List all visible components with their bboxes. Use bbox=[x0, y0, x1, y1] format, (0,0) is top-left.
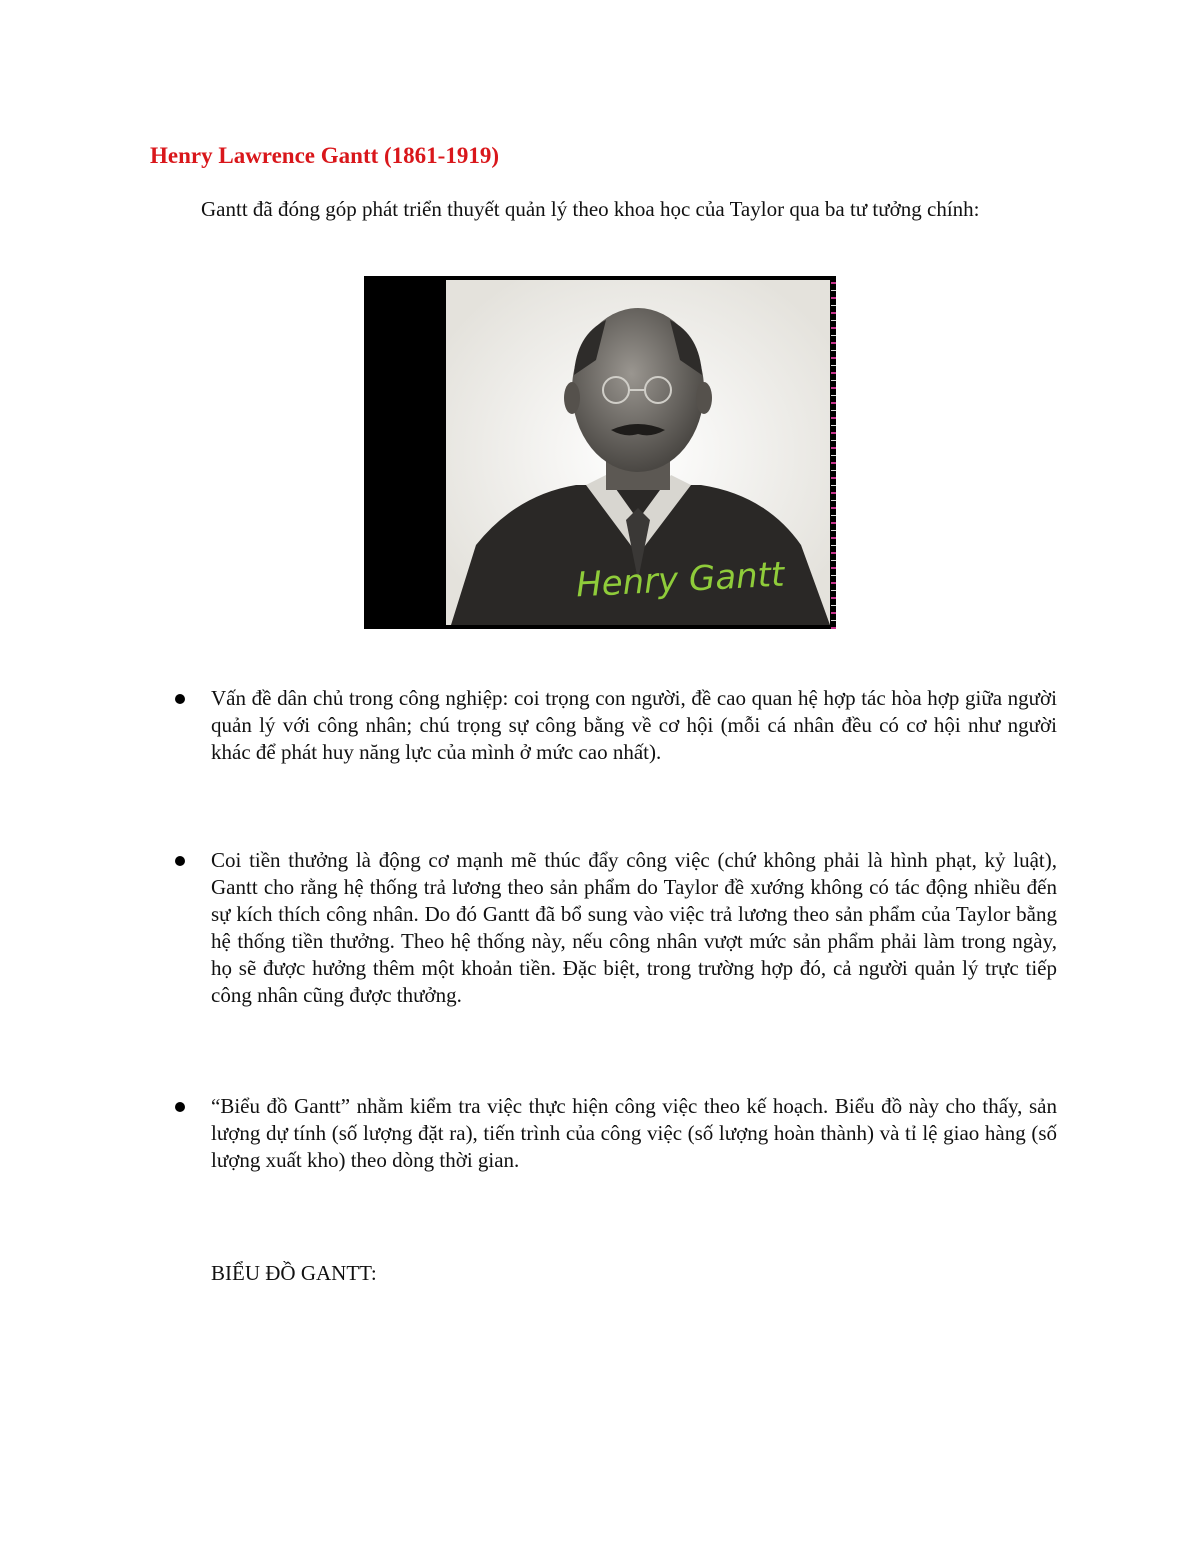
portrait-image bbox=[364, 276, 836, 629]
bullet-paragraph-2: Coi tiền thưởng là động cơ mạnh mẽ thúc đẩy công việc (chứ không phải là hình phạt, kỷ luật), Gantt cho rằng hệ thống trả lương theo sản phẩm do Taylor đề xướng không có tác động nhiều đến sự kích thích công nhân. Do đó Gantt đã bổ sung vào việc trả lương theo sản phẩm của Taylor bằng hệ thống tiền thưởng. Theo hệ thống này, nếu công nhân vượt mức sản phẩm phải làm trong ngày, họ sẽ được hưởng thêm một khoản tiền. Đặc biệt, trong trường hợp đó, cả người quản lý trực tiếp công nhân cũng được thưởng. bbox=[211, 848, 1057, 1007]
bullet-paragraph-3: “Biểu đồ Gantt” nhằm kiểm tra việc thực hiện công việc theo kế hoạch. Biểu đồ này cho thấy, sản lượng dự tính (số lượng đặt ra), tiến trình của công việc (số lượng hoàn thành) và tỉ lệ giao hàng (số lượng xuất kho) theo dòng thời gian. bbox=[211, 1094, 1057, 1172]
intro-paragraph bbox=[143, 196, 1057, 223]
bullet-marker bbox=[175, 694, 185, 704]
image-edge-strip bbox=[831, 276, 836, 629]
intro-text: Gantt đã đóng góp phát triển thuyết quản lý theo khoa học của Taylor qua ba tư tưởng chính: bbox=[201, 197, 980, 221]
section-heading: BIỂU ĐỒ GANTT: bbox=[211, 1261, 377, 1285]
portrait-caption: Henry Gantt bbox=[575, 554, 786, 606]
bullet-paragraph-1: Vấn đề dân chủ trong công nghiệp: coi trọng con người, đề cao quan hệ hợp tác hòa hợp giữa người quản lý với công nhân; chú trọng sự công bằng về cơ hội (mỗi cá nhân đều có cơ hội như người khác để phát huy năng lực của mình ở mức cao nhất). bbox=[211, 686, 1057, 764]
portrait-photo bbox=[446, 280, 830, 625]
bullet-marker bbox=[175, 856, 185, 866]
document-title: Henry Lawrence Gantt (1861-1919) bbox=[150, 143, 499, 168]
bullet-marker bbox=[175, 1102, 185, 1112]
